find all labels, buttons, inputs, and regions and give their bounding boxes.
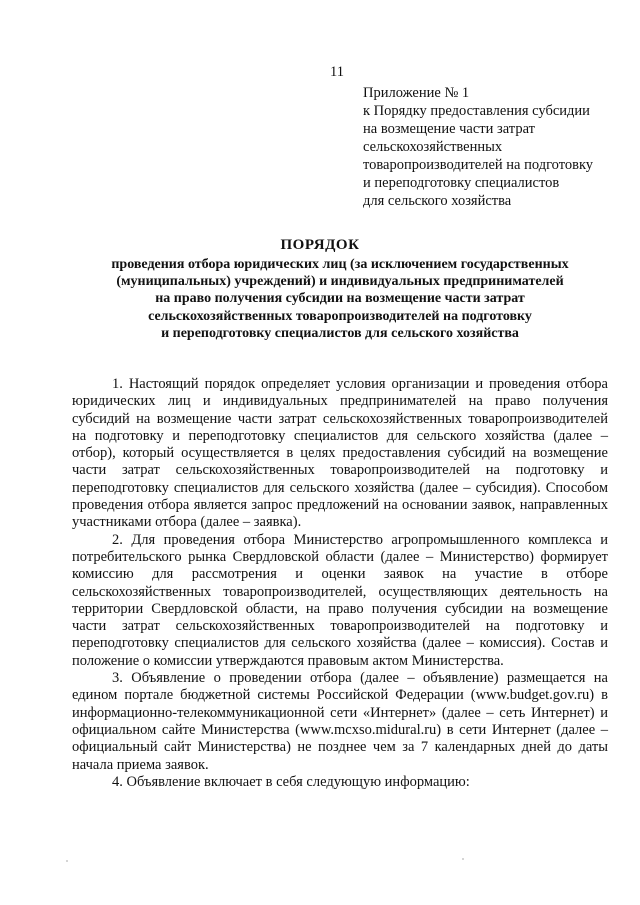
paragraph-2: 2. Для проведения отбора Министерство агропромышленного комплекса и потребительского рынка Свердловской области (далее – Министерство) формирует комиссию для рассмотрения и оценки заявок на участие в отборе сельскохозяйственных товаропроизводителей, осуществляющих деятельность на территории Свердловской области, на право получения субсидии на возмещение части затрат сельскохозяйственных товаропроизводителей на подготовку и переподготовку специалистов для сельского хозяйства (далее – комиссия). Состав и положение о комиссии утверждаются правовым актом Министерства.	[72, 531, 608, 669]
body-text	[72, 376, 608, 791]
appendix-line: на возмещение части затрат	[363, 121, 535, 137]
subtitle-line: и переподготовку специалистов для сельского хозяйства	[161, 325, 519, 341]
appendix-line: сельскохозяйственных	[363, 139, 503, 155]
appendix-line: и переподготовку специалистов	[363, 175, 560, 191]
document-subtitle	[60, 256, 620, 342]
appendix-line: товаропроизводителей на подготовку	[363, 157, 594, 173]
page-number: 11	[330, 64, 344, 80]
subtitle-line: проведения отбора юридических лиц (за исключением государственных	[111, 257, 569, 272]
appendix-line: Приложение № 1	[363, 85, 470, 101]
paragraph-1: 1. Настоящий порядок определяет условия организации и проведения отбора юридических лиц и индивидуальных предпринимателей на право получения субсидий на возмещение части затрат сельскохозяйственных товаропроизводителей на подготовку и переподготовку специалистов для сельского хозяйства (далее – отбор), который осуществляется в целях предоставления субсидий на возмещение части затрат сельскохозяйственных товаропроизводителей на подготовку и переподготовку специалистов для сельского хозяйства (далее – субсидия). Способом проведения отбора является запрос предложений на основании заявок, направленных участниками отбора (далее – заявка).	[72, 376, 608, 531]
subtitle-line: (муниципальных) учреждений) и индивидуальных предпринимателей	[116, 274, 564, 290]
subtitle-line: на право получения субсидии на возмещение части затрат	[155, 291, 525, 307]
paragraph-3: 3. Объявление о проведении отбора (далее – объявление) размещается на едином портале бюджетной системы Российской Федерации (www.budget.gov.ru) в информационно-телекоммуникационной сети «Интернет» (далее – сеть Интернет) и официальном сайте Министерства (www.mcxso.midural.ru) в сети Интернет (далее – официальный сайт Министерства) не позднее чем за 7 календарных дней до даты начала приема заявок.	[72, 670, 608, 773]
scan-artifact	[66, 860, 68, 862]
document-title: ПОРЯДОК	[280, 237, 360, 253]
appendix-block	[363, 84, 623, 210]
subtitle-line: сельскохозяйственных товаропроизводителей на подготовку	[148, 308, 532, 324]
appendix-line: к Порядку предоставления субсидии	[363, 103, 590, 119]
appendix-line: для сельского хозяйства	[363, 193, 512, 209]
paragraph-4: 4. Объявление включает в себя следующую информацию:	[112, 773, 470, 790]
scan-artifact	[462, 858, 464, 860]
